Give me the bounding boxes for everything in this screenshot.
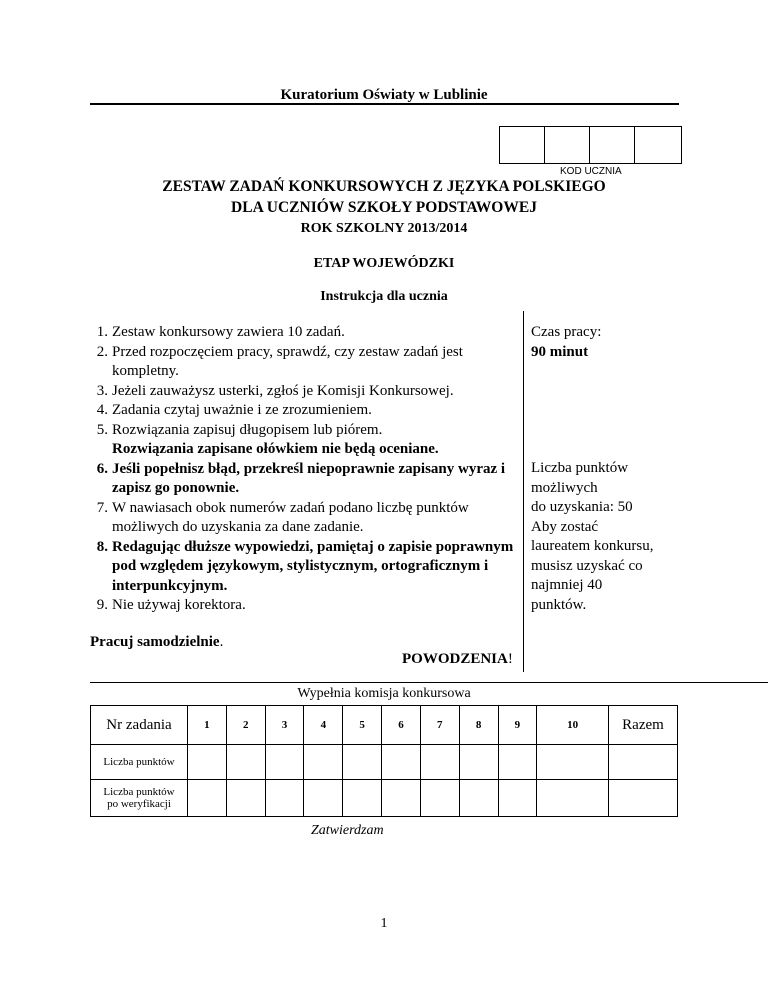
instruction-text: Redagując dłuższe wypowiedzi, pamiętaj o zapisie poprawnym pod względem językowym, stylistycznym, ortograficznym i interpunkcyjnym. [112,538,514,594]
student-code-cell[interactable] [545,127,590,163]
instruction-text: Jeżeli zauważysz usterki, zgłoś je Komisji Konkursowej. [112,382,454,399]
points-entry-cell[interactable] [188,745,227,780]
student-code-boxes [499,126,682,164]
task-number-cell: 7 [420,706,459,745]
instruction-number: 3. [96,382,108,399]
task-number-cell: 8 [459,706,498,745]
points-info-line: Aby zostać [531,518,599,535]
task-number-cell: 5 [343,706,382,745]
instruction-number: 8. [96,538,108,555]
points-entry-cell[interactable] [304,745,343,780]
instruction-item [90,343,520,382]
task-number-cell: 6 [382,706,421,745]
good-luck-note: POWODZENIA! [402,651,513,667]
instruction-number: 6. [96,460,108,477]
verified-points-row [91,780,678,817]
task-number-header: Nr zadania [91,706,188,745]
points-entry-cell[interactable] [226,745,265,780]
student-code-cell[interactable] [590,127,635,163]
instruction-text: Nie używaj korektora. [112,597,246,613]
verified-points-entry-cell[interactable] [188,780,227,817]
task-number-cell: 9 [498,706,537,745]
points-info-line: punktów. [531,596,587,613]
header-divider [90,103,679,105]
student-code-cell[interactable] [500,127,545,163]
instruction-item [90,596,520,616]
verified-total-cell[interactable] [609,780,678,817]
points-row [91,745,678,780]
verified-points-row-label: Liczba punktów po weryfikacji [91,780,188,817]
task-number-cell: 4 [304,706,343,745]
instruction-number: 1. [96,324,108,340]
instruction-item [90,421,520,460]
score-table [90,705,678,817]
instruction-item [90,538,520,597]
points-row-label: Liczba punktów [91,745,188,780]
points-info-line: Liczba punktów [531,460,629,476]
committee-heading: Wypełnia komisja konkursowa [297,686,471,701]
student-code-label: KOD UCZNIA [560,166,622,177]
verified-points-entry-cell[interactable] [537,780,609,817]
instructions-heading: Instrukcja dla ucznia [320,289,448,304]
work-independently-note: Pracuj samodzielnie. [90,634,224,650]
instruction-item [90,499,520,538]
verified-points-entry-cell[interactable] [459,780,498,817]
column-divider [523,311,524,672]
points-entry-cell[interactable] [498,745,537,780]
points-info-line: najmniej 40 [531,577,603,593]
instruction-text: W nawiasach obok numerów zadań podano liczbę punktów możliwych do uzyskania za dane zadanie. [112,499,469,535]
task-number-cell: 3 [265,706,304,745]
title-line-2: DLA UCZNIÓW SZKOŁY PODSTAWOWEJ [231,199,537,216]
page-number: 1 [380,916,388,931]
points-entry-cell[interactable] [382,745,421,780]
header-title: Kuratorium Oświaty w Lublinie [280,87,488,103]
task-number-row [91,706,678,745]
instruction-item [90,382,520,402]
instruction-number: 2. [96,343,108,360]
work-time-info [531,323,601,362]
stage-label: ETAP WOJEWÓDZKI [313,256,455,271]
instruction-number: 5. [96,421,108,438]
points-info [531,459,691,615]
points-entry-cell[interactable] [420,745,459,780]
approved-label: Zatwierdzam [311,823,384,838]
task-number-cell: 10 [537,706,609,745]
instruction-text: Rozwiązania zapisane ołówkiem nie będą oceniane. [112,441,439,457]
points-entry-cell[interactable] [537,745,609,780]
work-time-value: 90 minut [531,343,589,360]
instruction-text: Jeśli popełnisz błąd, przekreśl niepoprawnie zapisany wyraz i zapisz go ponownie. [112,460,506,496]
student-code-cell[interactable] [635,127,681,163]
title-line-3: ROK SZKOLNY 2013/2014 [300,221,468,236]
title-line-1: ZESTAW ZADAŃ KONKURSOWYCH Z JĘZYKA POLSKIEGO [162,178,606,195]
instruction-text: Rozwiązania zapisuj długopisem lub piórem. [112,421,383,438]
work-time-label: Czas pracy: [531,324,602,340]
instruction-item [90,460,520,499]
verified-points-entry-cell[interactable] [226,780,265,817]
verified-points-entry-cell[interactable] [343,780,382,817]
verified-points-entry-cell[interactable] [498,780,537,817]
points-info-line: musisz uzyskać co [531,557,643,574]
section-divider [90,682,768,683]
instruction-text: Przed rozpoczęciem pracy, sprawdź, czy zestaw zadań jest kompletny. [112,343,463,379]
points-info-line: możliwych [531,479,598,496]
instruction-item [90,323,520,343]
instruction-text: Zadania czytaj uważnie i ze zrozumieniem. [112,402,372,418]
task-number-cell: 2 [226,706,265,745]
verified-points-entry-cell[interactable] [420,780,459,817]
instruction-number: 4. [96,402,108,418]
task-number-cell: 1 [188,706,227,745]
points-total-cell[interactable] [609,745,678,780]
instruction-text: Zestaw konkursowy zawiera 10 zadań. [112,324,345,340]
points-entry-cell[interactable] [265,745,304,780]
points-info-line: laureatem konkursu, [531,538,654,554]
verified-points-entry-cell[interactable] [265,780,304,817]
instructions-list [90,323,520,616]
verified-points-entry-cell[interactable] [382,780,421,817]
points-entry-cell[interactable] [459,745,498,780]
instruction-number: 7. [96,499,108,516]
points-info-line: do uzyskania: 50 [531,499,633,515]
total-header: Razem [609,706,678,745]
instruction-number: 9. [96,597,108,613]
instruction-item [90,401,520,421]
verified-points-entry-cell[interactable] [304,780,343,817]
points-entry-cell[interactable] [343,745,382,780]
